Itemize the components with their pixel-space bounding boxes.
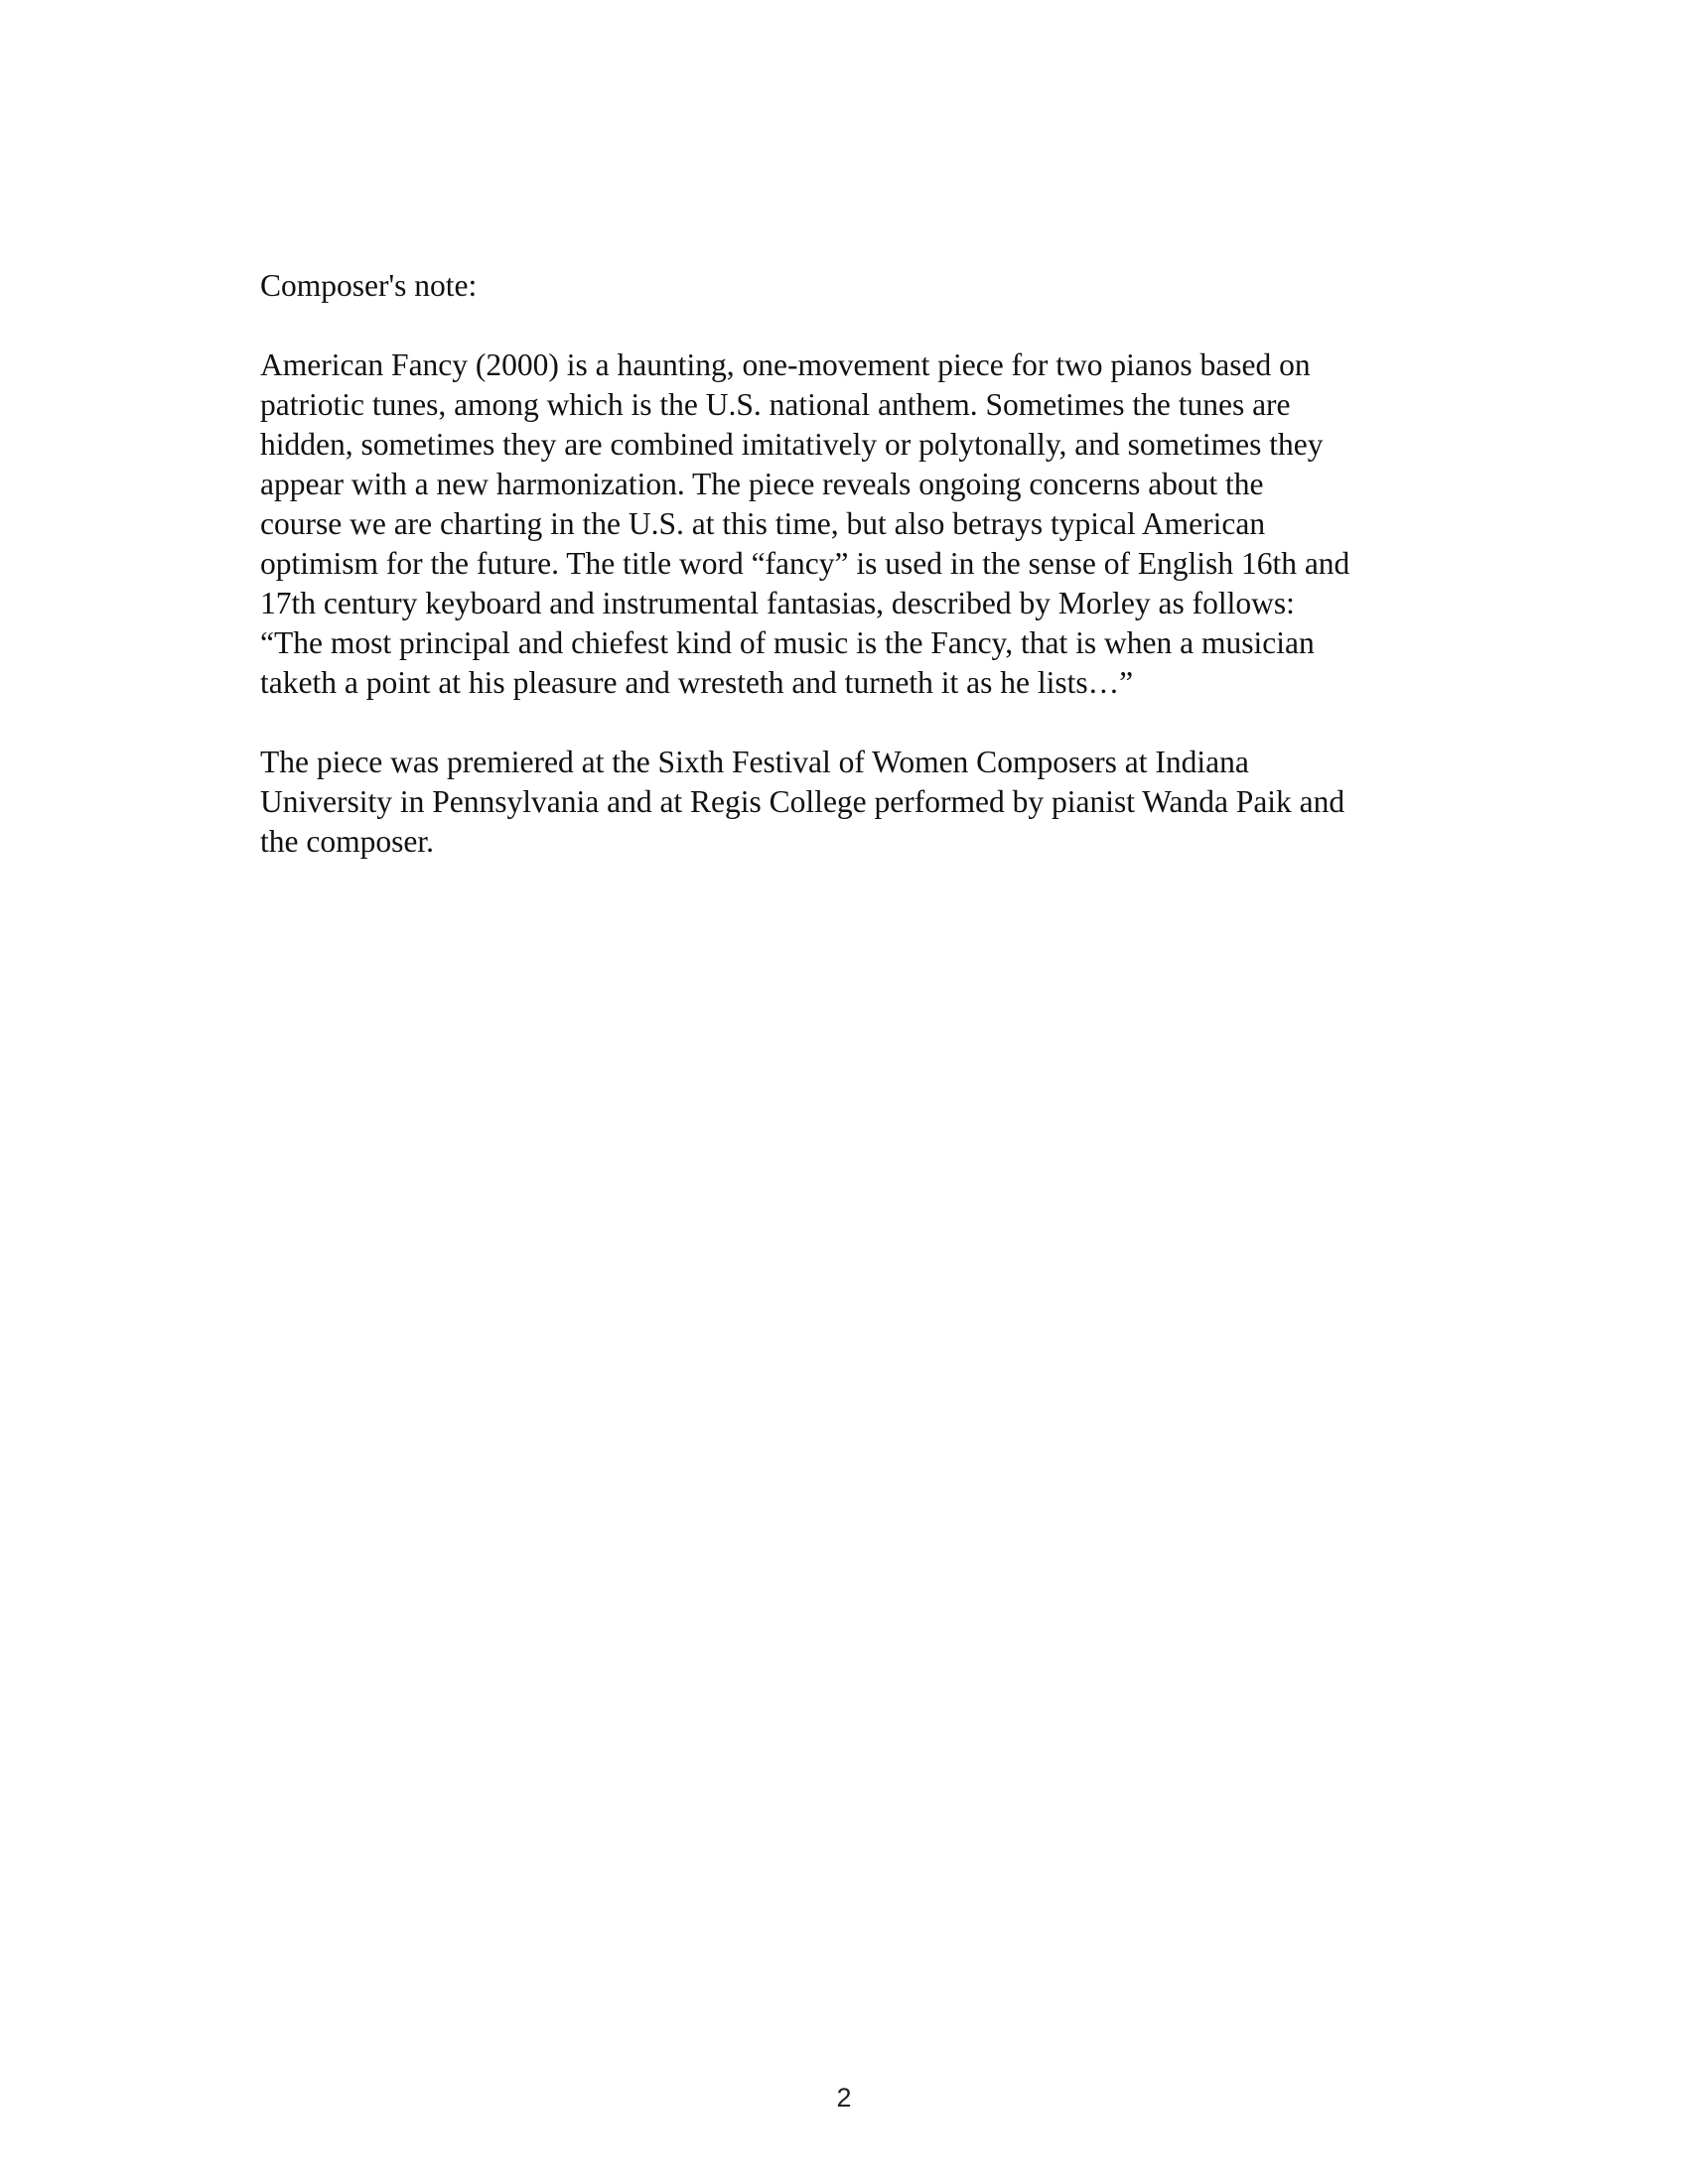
paragraph-line: appear with a new harmonization. The piece reveals ongoing concerns about the [260,467,1264,501]
paragraph-line: “The most principal and chiefest kind of music is the Fancy, that is when a musician [260,625,1315,660]
paragraph-line: American Fancy (2000) is a haunting, one-movement piece for two pianos based on [260,347,1311,382]
composers-note-heading: Composer's note: [260,268,478,303]
paragraph-line: 17th century keyboard and instrumental fantasias, described by Morley as follows: [260,586,1295,620]
paragraph-description [260,345,1442,703]
paragraph-premiere [260,743,1442,862]
paragraph-line: patriotic tunes, among which is the U.S. national anthem. Sometimes the tunes are [260,387,1291,422]
paragraph-line: The piece was premiered at the Sixth Festival of Women Composers at Indiana [260,745,1249,779]
paragraph-line: taketh a point at his pleasure and wresteth and turneth it as he lists…” [260,665,1134,700]
paragraph-line: optimism for the future. The title word “fancy” is used in the sense of English 16th and [260,546,1350,581]
paragraph-line: hidden, sometimes they are combined imitatively or polytonally, and sometimes they [260,427,1324,462]
paragraph-line: course we are charting in the U.S. at this time, but also betrays typical American [260,506,1266,541]
paragraph-line: the composer. [260,824,434,859]
paragraph-line: University in Pennsylvania and at Regis College performed by pianist Wanda Paik and [260,784,1345,819]
page-number: 2 [836,2083,852,2113]
document-body [260,266,1442,901]
